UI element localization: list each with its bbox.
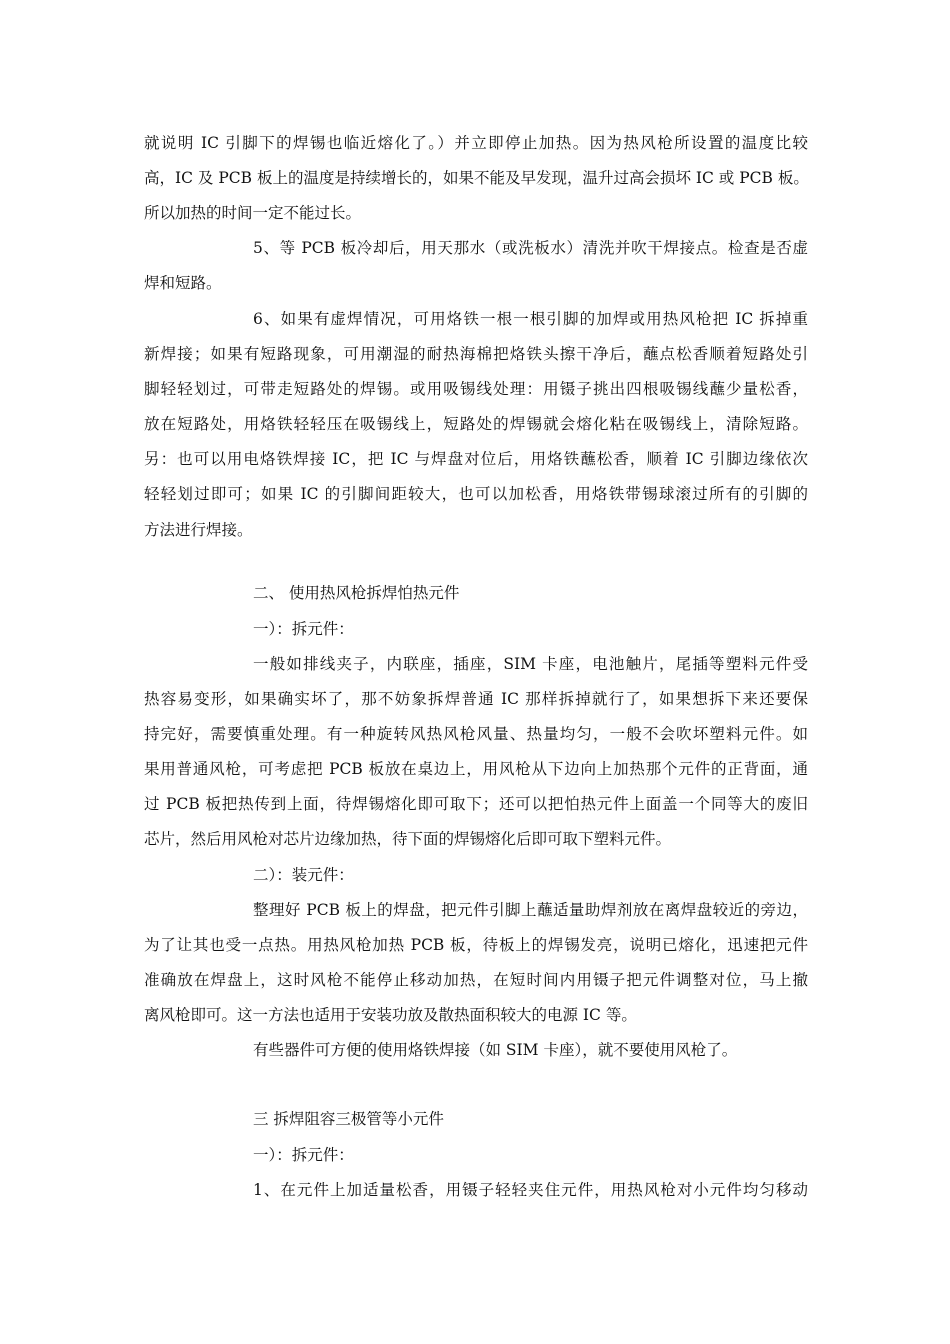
text-line: 高，IC 及 PCB 板上的温度是持续增长的，如果不能及早发现，温升过高会损坏 IC 或 PCB 板。 [144, 169, 809, 187]
text-line: 有些器件可方便的使用烙铁焊接（如 SIM 卡座），就不要使用风枪了。 [253, 1041, 738, 1059]
text-line: 离风枪即可。这一方法也适用于安装功放及散热面积较大的电源 IC 等。 [144, 1006, 637, 1024]
text-line: 放在短路处，用烙铁轻轻压在吸锡线上，短路处的焊锡就会熔化粘在吸锡线上，清除短路。 [144, 415, 808, 433]
text-line: 6、如果有虚焊情况，可用烙铁一根一根引脚的加焊或用热风枪把 IC 拆掉重 [253, 310, 808, 328]
text-line: 持完好，需要慎重处理。有一种旋转风热风枪风量、热量均匀，一般不会吹坏塑料元件。如 [144, 725, 808, 743]
text-line: 热容易变形，如果确实坏了，那不妨象拆焊普通 IC 那样拆掉就行了，如果想拆下来还要保 [144, 690, 808, 708]
text-line: 就说明 IC 引脚下的焊锡也临近熔化了。）并立即停止加热。因为热风枪所设置的温度比较 [144, 134, 808, 152]
text-line: 果用普通风枪，可考虑把 PCB 板放在桌边上，用风枪从下边向上加热那个元件的正背面，通 [144, 760, 808, 778]
text-line: 新焊接；如果有短路现象，可用潮湿的耐热海棉把烙铁头擦干净后，蘸点松香顺着短路处引 [144, 345, 808, 363]
text-line: 所以加热的时间一定不能过长。 [144, 204, 362, 222]
text-line: 一般如排线夹子，内联座，插座，SIM 卡座，电池触片，尾插等塑料元件受 [253, 655, 808, 673]
subsection-heading: 一）：拆元件： [253, 620, 354, 638]
text-line: 另：也可以用电烙铁焊接 IC，把 IC 与焊盘对位后，用烙铁蘸松香，顺着 IC 引脚边缘依次 [144, 450, 808, 468]
section-heading: 三 拆焊阻容三极管等小元件 [253, 1110, 444, 1128]
text-line: 焊和短路。 [144, 274, 222, 292]
text-line: 脚轻轻划过，可带走短路处的焊锡。或用吸锡线处理：用镊子挑出四根吸锡线蘸少量松香， [144, 380, 808, 398]
text-line: 过 PCB 板把热传到上面，待焊锡熔化即可取下；还可以把怕热元件上面盖一个同等大的废旧 [144, 795, 808, 813]
subsection-heading: 一）：拆元件： [253, 1146, 354, 1164]
subsection-heading: 二）：装元件： [253, 866, 354, 884]
text-line: 5、等 PCB 板冷却后，用天那水（或洗板水）清洗并吹干焊接点。检查是否虚 [253, 239, 808, 257]
text-line: 方法进行焊接。 [144, 521, 253, 539]
text-line: 准确放在焊盘上，这时风枪不能停止移动加热，在短时间内用镊子把元件调整对位，马上撤 [144, 971, 808, 989]
section-heading: 二、 使用热风枪拆焊怕热元件 [253, 584, 460, 602]
text-line: 轻轻划过即可；如果 IC 的引脚间距较大，也可以加松香，用烙铁带锡球滚过所有的引脚的 [144, 485, 808, 503]
text-line: 1、在元件上加适量松香，用镊子轻轻夹住元件，用热风枪对小元件均匀移动 [253, 1181, 808, 1199]
text-line: 为了让其也受一点热。用热风枪加热 PCB 板，待板上的焊锡发亮，说明已熔化，迅速把元件 [144, 936, 808, 954]
text-line: 芯片，然后用风枪对芯片边缘加热，待下面的焊锡熔化后即可取下塑料元件。 [144, 830, 672, 848]
text-line: 整理好 PCB 板上的焊盘，把元件引脚上蘸适量助焊剂放在离焊盘较近的旁边， [253, 901, 808, 919]
